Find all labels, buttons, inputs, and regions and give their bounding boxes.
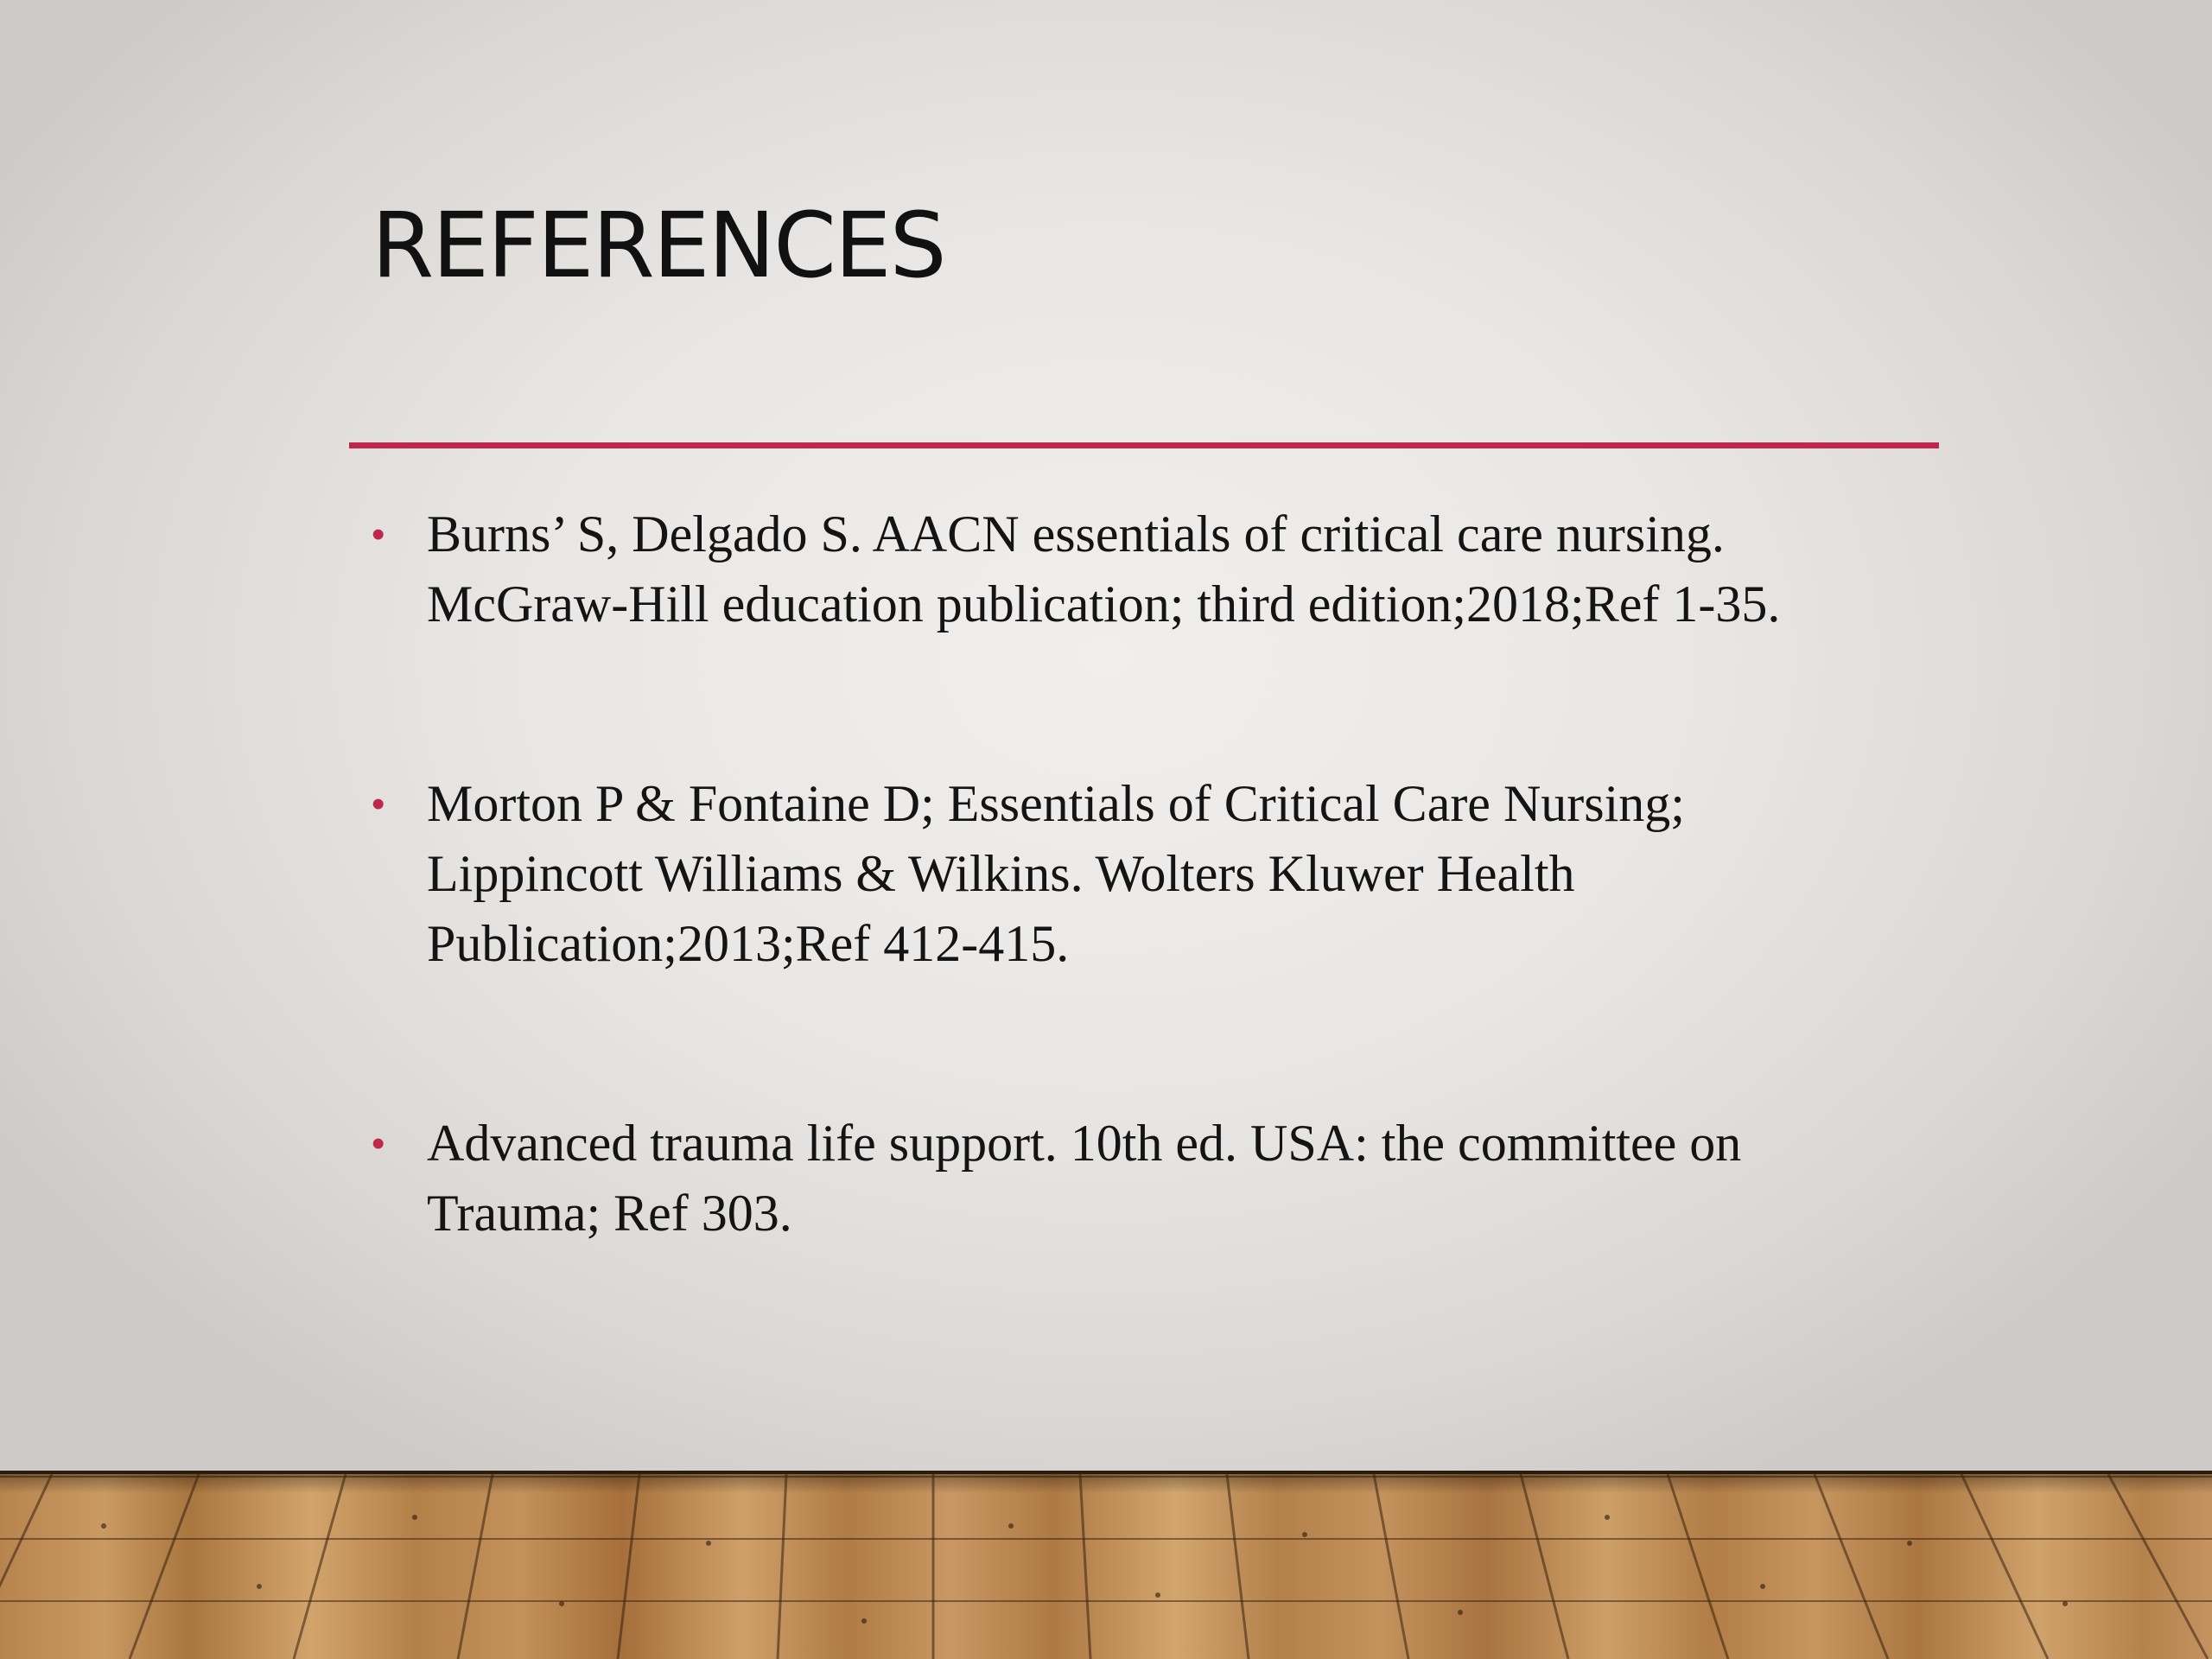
reference-line: Lippincott Williams & Wilkins. Wolters Kluwer Health <box>427 845 1575 902</box>
floor-plank-lines <box>0 1474 2212 1659</box>
bullet-icon: • <box>372 783 385 825</box>
reference-line: Burns’ S, Delgado S. AACN essentials of critical care nursing. <box>427 505 1725 563</box>
title-divider <box>349 442 1939 448</box>
bullet-icon: • <box>372 513 385 556</box>
reference-list <box>372 499 1927 1249</box>
reference-line: Publication;2013;Ref 412-415. <box>427 915 1070 972</box>
reference-item <box>372 1109 1927 1249</box>
reference-line: Morton P & Fontaine D; Essentials of Critical Care Nursing; <box>427 775 1685 832</box>
reference-item <box>372 769 1927 979</box>
reference-line: Advanced trauma life support. 10th ed. USA: the committee on <box>427 1115 1742 1172</box>
reference-line: Trauma; Ref 303. <box>427 1185 792 1242</box>
bullet-icon: • <box>372 1122 385 1165</box>
slide-title: REFERENCES <box>372 193 945 298</box>
reference-item <box>372 499 1927 639</box>
reference-line: McGraw-Hill education publication; third edition;2018;Ref 1-35. <box>427 575 1781 632</box>
